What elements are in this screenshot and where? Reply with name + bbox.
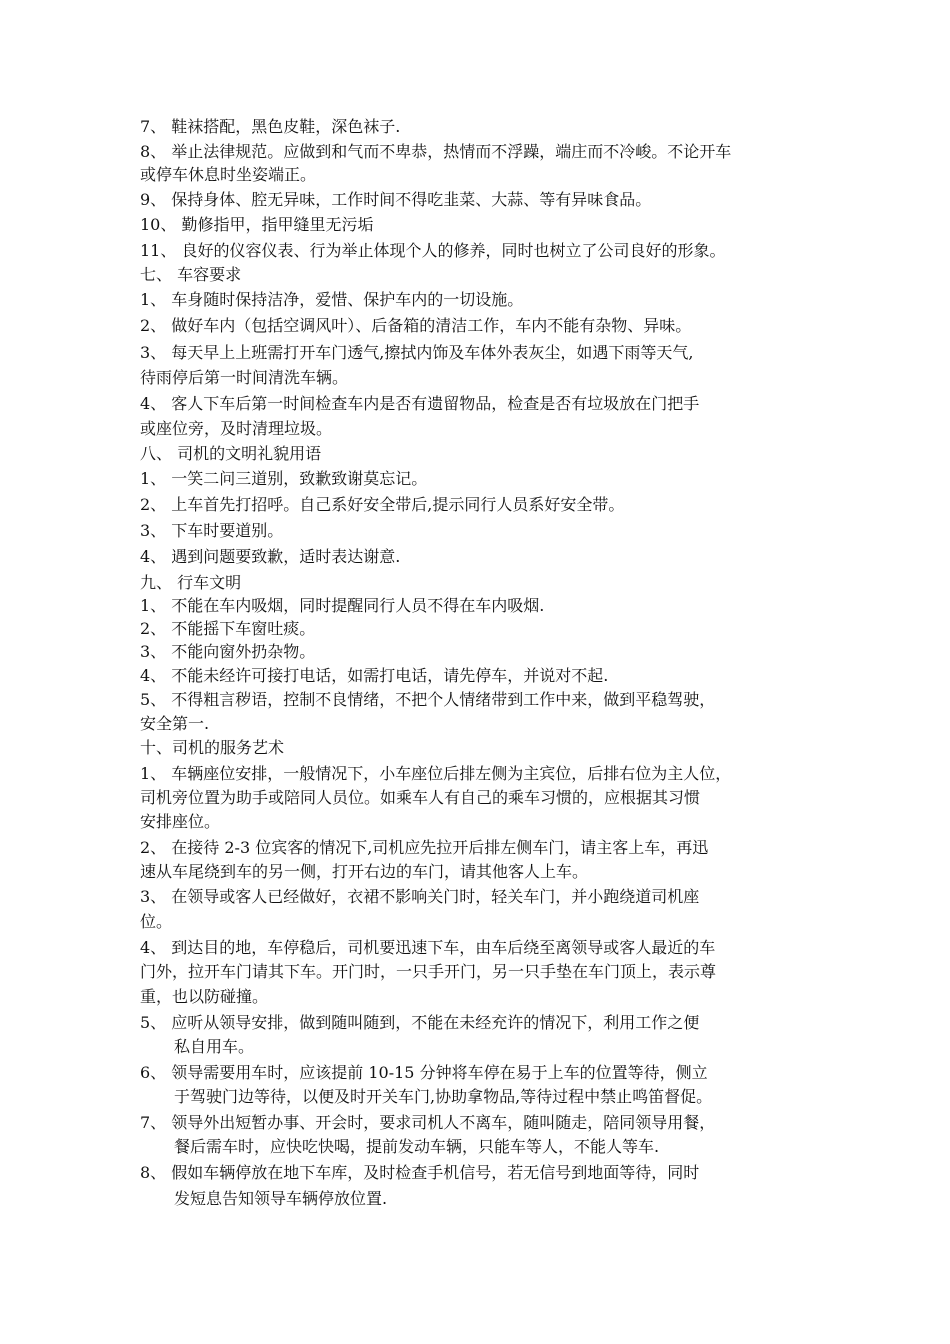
item-11-image: 11、 良好的仪容仪表、行为举止体现个人的修养，同时也树立了公司良好的形象。	[140, 241, 726, 260]
s10-item-2-cont: 速从车尾绕到车的另一侧，打开右边的车门，请其他客人上车。	[140, 862, 589, 881]
s7-item-3-cont: 待雨停后第一时间清洗车辆。	[140, 368, 349, 387]
s7-item-2: 2、 做好车内（包括空调风叶）、后备箱的清洁工作，车内不能有杂物、异味。	[140, 316, 692, 335]
s8-item-3: 3、 下车时要道别。	[140, 521, 284, 540]
s10-item-8-cont: 发短息告知领导车辆停放位置.	[174, 1189, 388, 1208]
s10-item-4: 4、 到达目的地，车停稳后，司机要迅速下车，由车后绕至离领导或客人最近的车	[140, 938, 716, 957]
s9-item-5-cont: 安全第一.	[140, 714, 210, 733]
item-10-nails: 10、 勤修指甲，指甲缝里无污垢	[140, 215, 374, 234]
s9-item-5: 5、 不得粗言秽语，控制不良情绪，不把个人情绪带到工作中来，做到平稳驾驶，	[140, 690, 716, 709]
section-9-heading: 九、 行车文明	[140, 573, 242, 592]
s10-item-5: 5、 应听从领导安排，做到随叫随到，不能在未经充许的情况下，利用工作之便	[140, 1013, 700, 1032]
s10-item-1-cont2: 安排座位。	[140, 812, 221, 831]
s10-item-1-cont: 司机旁位置为助手或陪同人员位。如乘车人有自己的乘车习惯的，应根据其习惯	[140, 788, 701, 807]
item-8-conduct: 8、 举止法律规范。应做到和气而不卑恭，热情而不浮躁，端庄而不冷峻。不论开车	[140, 142, 732, 161]
s10-item-1: 1、 车辆座位安排，一般情况下，小车座位后排左侧为主宾位，后排右位为主人位，	[140, 764, 732, 783]
s10-item-2: 2、 在接待 2-3 位宾客的情况下,司机应先拉开后排左侧车门，请主客上车，再迅	[140, 838, 709, 857]
s8-item-2: 2、 上车首先打招呼。自己系好安全带后,提示同行人员系好安全带。	[140, 495, 625, 514]
s8-item-1: 1、 一笑二问三道别，致歉致谢莫忘记。	[140, 469, 428, 488]
item-8-conduct-cont: 或停车休息时坐姿端正。	[140, 165, 317, 184]
s10-item-6-cont: 于驾驶门边等待，以便及时开关车门,协助拿物品,等待过程中禁止鸣笛督促。	[174, 1087, 713, 1106]
s9-item-1: 1、 不能在车内吸烟，同时提醒同行人员不得在车内吸烟.	[140, 596, 545, 615]
s10-item-4-cont2: 重，也以防碰撞。	[140, 987, 269, 1006]
s10-item-8: 8、 假如车辆停放在地下车库，及时检查手机信号，若无信号到地面等待，同时	[140, 1163, 700, 1182]
s10-item-3: 3、 在领导或客人已经做好，衣裙不影响关门时，轻关车门，并小跑绕道司机座	[140, 887, 700, 906]
s10-item-7-cont: 餐后需车时，应快吃快喝，提前发动车辆，只能车等人，不能人等车.	[174, 1137, 660, 1156]
s7-item-3: 3、 每天早上上班需打开车门透气,擦拭内饰及车体外表灰尘，如遇下雨等天气,	[140, 343, 694, 362]
s10-item-5-cont: 私自用车。	[174, 1037, 255, 1056]
section-10-heading: 十、司机的服务艺术	[140, 738, 285, 757]
item-7-shoes: 7、 鞋袜搭配，黑色皮鞋，深色袜子.	[140, 117, 401, 136]
s9-item-2: 2、 不能摇下车窗吐痰。	[140, 619, 316, 638]
s7-item-4: 4、 客人下车后第一时间检查车内是否有遗留物品，检查是否有垃圾放在门把手	[140, 394, 700, 413]
section-8-heading: 八、 司机的文明礼貌用语	[140, 444, 322, 463]
s7-item-4-cont: 或座位旁，及时清理垃圾。	[140, 419, 333, 438]
section-7-heading: 七、 车容要求	[140, 265, 242, 284]
s7-item-1: 1、 车身随时保持洁净，爱惜、保护车内的一切设施。	[140, 290, 524, 309]
s9-item-3: 3、 不能向窗外扔杂物。	[140, 642, 316, 661]
s10-item-6: 6、 领导需要用车时，应该提前 10-15 分钟将车停在易于上车的位置等待，侧立	[140, 1063, 708, 1082]
s10-item-4-cont: 门外，拉开车门请其下车。开门时，一只手开门，另一只手垫在车门顶上，表示尊	[140, 962, 717, 981]
s8-item-4: 4、 遇到问题要致歉，适时表达谢意.	[140, 547, 401, 566]
s10-item-7: 7、 领导外出短暂办事、开会时，要求司机人不离车，随叫随走，陪同领导用餐，	[140, 1113, 716, 1132]
s10-item-3-cont: 位。	[140, 912, 173, 931]
s9-item-4: 4、 不能未经许可接打电话，如需打电话，请先停车，并说对不起.	[140, 666, 609, 685]
item-9-hygiene: 9、 保持身体、腔无异味，工作时间不得吃韭菜、大蒜、等有异味食品。	[140, 190, 652, 209]
